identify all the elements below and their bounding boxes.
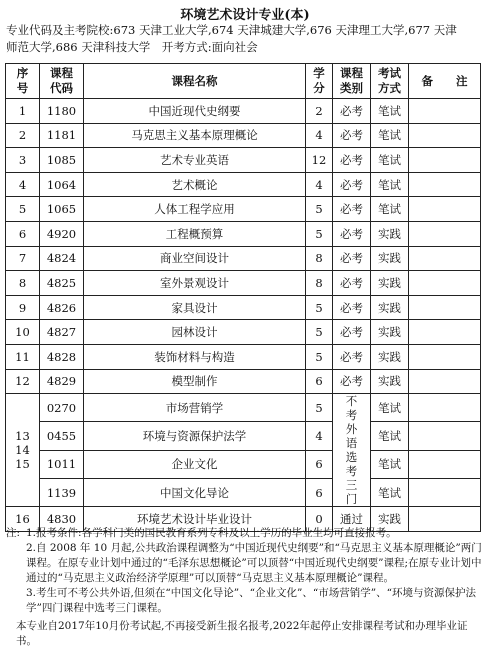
table-row bbox=[6, 99, 481, 124]
cell-remark bbox=[409, 394, 481, 422]
cell-name: 艺术专业英语 bbox=[84, 148, 306, 173]
cell-exam: 笔试 bbox=[371, 422, 409, 450]
cell-code: 4825 bbox=[40, 271, 84, 296]
cell-category: 必考 bbox=[333, 221, 371, 246]
header-remark: 备 注 bbox=[409, 64, 481, 99]
cell-code: 4826 bbox=[40, 295, 84, 320]
cell-code: 1011 bbox=[40, 450, 84, 478]
cell-code: 1085 bbox=[40, 148, 84, 173]
meta-line-2: 师范大学,686 天津科技大学 开考方式:面向社会 bbox=[6, 40, 258, 54]
cell-code: 0270 bbox=[40, 394, 84, 422]
cell-remark bbox=[409, 320, 481, 345]
cell-remark bbox=[409, 148, 481, 173]
cell-credit: 4 bbox=[306, 123, 333, 148]
cell-code: 1181 bbox=[40, 123, 84, 148]
header-name: 课程名称 bbox=[84, 64, 306, 99]
cell-exam: 实践 bbox=[371, 271, 409, 296]
cell-name: 环境艺术设计毕业设计 bbox=[84, 507, 306, 532]
cell-name: 装饰材料与构造 bbox=[84, 344, 306, 369]
table-row bbox=[6, 320, 481, 345]
cell-seq: 10 bbox=[6, 320, 40, 345]
cell-code: 0455 bbox=[40, 422, 84, 450]
table-row bbox=[6, 369, 481, 394]
table-row bbox=[6, 295, 481, 320]
cell-exam: 实践 bbox=[371, 295, 409, 320]
cell-credit: 2 bbox=[306, 99, 333, 124]
cell-credit: 4 bbox=[306, 172, 333, 197]
cell-exam: 实践 bbox=[371, 369, 409, 394]
cell-credit: 4 bbox=[306, 422, 333, 450]
cell-category: 必考 bbox=[333, 344, 371, 369]
cell-category: 必考 bbox=[333, 246, 371, 271]
cell-exam: 笔试 bbox=[371, 394, 409, 422]
cell-exam: 实践 bbox=[371, 320, 409, 345]
cell-name: 市场营销学 bbox=[84, 394, 306, 422]
cell-code: 4824 bbox=[40, 246, 84, 271]
cell-name: 园林设计 bbox=[84, 320, 306, 345]
header-code: 课程 代码 bbox=[40, 64, 84, 99]
table-header-row bbox=[6, 64, 481, 99]
table-row bbox=[6, 450, 481, 478]
table-row bbox=[6, 478, 481, 506]
cell-code: 4920 bbox=[40, 221, 84, 246]
cell-name: 商业空间设计 bbox=[84, 246, 306, 271]
cell-remark bbox=[409, 246, 481, 271]
cell-seq-group bbox=[6, 394, 40, 507]
program-meta bbox=[6, 22, 486, 56]
group-seq-line: 15 bbox=[15, 457, 30, 472]
cell-code: 4828 bbox=[40, 344, 84, 369]
cell-name: 人体工程学应用 bbox=[84, 197, 306, 222]
note-text: 考生可不考公共外语,但须在“中国文化导论”、“企业文化”、“市场营销学”、“环境与资源保护法学”四门课程中选考三门课程。 bbox=[26, 587, 476, 614]
cell-credit: 8 bbox=[306, 271, 333, 296]
cell-credit: 8 bbox=[306, 246, 333, 271]
cell-exam: 笔试 bbox=[371, 478, 409, 506]
cell-credit: 5 bbox=[306, 197, 333, 222]
cell-name: 工程概预算 bbox=[84, 221, 306, 246]
cell-credit: 6 bbox=[306, 478, 333, 506]
cell-remark bbox=[409, 478, 481, 506]
cell-credit: 6 bbox=[306, 369, 333, 394]
cell-remark bbox=[409, 369, 481, 394]
table-row bbox=[6, 123, 481, 148]
course-table bbox=[5, 63, 481, 532]
cell-name: 马克思主义基本原理概论 bbox=[84, 123, 306, 148]
group-seq-line: 14 bbox=[15, 443, 30, 458]
cell-credit: 5 bbox=[306, 221, 333, 246]
cell-category: 必考 bbox=[333, 197, 371, 222]
cell-code: 1065 bbox=[40, 197, 84, 222]
cell-seq: 9 bbox=[6, 295, 40, 320]
cell-exam: 笔试 bbox=[371, 99, 409, 124]
cell-seq: 6 bbox=[6, 221, 40, 246]
cell-exam: 笔试 bbox=[371, 172, 409, 197]
cell-name: 中国文化导论 bbox=[84, 478, 306, 506]
cell-category: 通过 bbox=[333, 507, 371, 532]
table-row bbox=[6, 344, 481, 369]
cell-credit: 12 bbox=[306, 148, 333, 173]
cell-category: 必考 bbox=[333, 369, 371, 394]
cell-category: 必考 bbox=[333, 320, 371, 345]
cell-remark bbox=[409, 172, 481, 197]
cell-credit: 5 bbox=[306, 320, 333, 345]
cell-remark bbox=[409, 99, 481, 124]
table-row bbox=[6, 148, 481, 173]
cell-name: 家具设计 bbox=[84, 295, 306, 320]
cell-exam: 笔试 bbox=[371, 450, 409, 478]
cell-category: 必考 bbox=[333, 99, 371, 124]
table-row bbox=[6, 394, 481, 422]
cell-exam: 实践 bbox=[371, 344, 409, 369]
header-seq: 序 号 bbox=[6, 64, 40, 99]
cell-seq: 2 bbox=[6, 123, 40, 148]
cell-category-group bbox=[333, 394, 371, 507]
notes bbox=[6, 526, 488, 616]
note-item bbox=[6, 541, 488, 586]
cell-remark bbox=[409, 295, 481, 320]
cell-remark bbox=[409, 450, 481, 478]
table-row bbox=[6, 197, 481, 222]
cell-seq: 11 bbox=[6, 344, 40, 369]
cell-remark bbox=[409, 197, 481, 222]
table-row bbox=[6, 172, 481, 197]
cell-code: 4827 bbox=[40, 320, 84, 345]
note-item bbox=[6, 586, 488, 616]
cell-name: 模型制作 bbox=[84, 369, 306, 394]
note-number: 1. bbox=[26, 527, 37, 539]
cell-remark bbox=[409, 344, 481, 369]
cell-category: 必考 bbox=[333, 172, 371, 197]
cell-remark bbox=[409, 422, 481, 450]
cell-seq: 12 bbox=[6, 369, 40, 394]
note-prefix: 注: bbox=[6, 527, 21, 539]
table-row bbox=[6, 221, 481, 246]
cell-exam: 笔试 bbox=[371, 148, 409, 173]
cell-code: 4829 bbox=[40, 369, 84, 394]
note-number: 2. bbox=[26, 542, 37, 554]
cell-exam: 实践 bbox=[371, 221, 409, 246]
note-item bbox=[6, 526, 488, 541]
table-row bbox=[6, 246, 481, 271]
cell-exam: 实践 bbox=[371, 246, 409, 271]
cell-name: 企业文化 bbox=[84, 450, 306, 478]
cell-exam: 笔试 bbox=[371, 123, 409, 148]
note-text: 报考条件:各学科门类的国民教育系列专科及以上学历的毕业生均可直接报考。 bbox=[36, 527, 397, 539]
cell-name: 室外景观设计 bbox=[84, 271, 306, 296]
header-category: 课程 类别 bbox=[333, 64, 371, 99]
cell-seq: 5 bbox=[6, 197, 40, 222]
group-category-text: 不考外语选考三门 bbox=[345, 394, 358, 507]
cell-category: 必考 bbox=[333, 148, 371, 173]
cell-code: 4830 bbox=[40, 507, 84, 532]
cell-code: 1064 bbox=[40, 172, 84, 197]
cell-name: 环境与资源保护法学 bbox=[84, 422, 306, 450]
cell-exam: 实践 bbox=[371, 507, 409, 532]
cell-seq: 8 bbox=[6, 271, 40, 296]
meta-line-1: 专业代码及主考院校:673 天津工业大学,674 天津城建大学,676 天津理工大学,677 天津 bbox=[6, 23, 457, 37]
cell-credit: 5 bbox=[306, 344, 333, 369]
cell-seq: 1 bbox=[6, 99, 40, 124]
table-row bbox=[6, 422, 481, 450]
cell-seq: 16 bbox=[6, 507, 40, 532]
cell-remark bbox=[409, 271, 481, 296]
cell-credit: 5 bbox=[306, 295, 333, 320]
cell-code: 1180 bbox=[40, 99, 84, 124]
cell-credit: 0 bbox=[306, 507, 333, 532]
cell-code: 1139 bbox=[40, 478, 84, 506]
cell-category: 必考 bbox=[333, 123, 371, 148]
cell-remark bbox=[409, 221, 481, 246]
cell-category: 必考 bbox=[333, 271, 371, 296]
cell-remark bbox=[409, 123, 481, 148]
header-credit: 学 分 bbox=[306, 64, 333, 99]
table-row bbox=[6, 271, 481, 296]
group-seq-line: 13 bbox=[15, 429, 30, 444]
header-exam: 考试 方式 bbox=[371, 64, 409, 99]
footer-note: 本专业自2017年10月份考试起,不再接受新生报名报考,2022年起停止安排课程考试和办理毕业证书。 bbox=[16, 620, 468, 647]
cell-name: 艺术概论 bbox=[84, 172, 306, 197]
cell-name: 中国近现代史纲要 bbox=[84, 99, 306, 124]
cell-seq: 4 bbox=[6, 172, 40, 197]
note-text: 自 2008 年 10 月起,公共政治课程调整为“中国近现代史纲要”和“马克思主义基本原理概论”两门课程。在原专业计划中通过的“毛泽东思想概论”可以顶替“中国近现代史纲要”课程;在原专业计划中通过的“马克思主义政治经济学原理”可以顶替“马克思主义基本原理概论”课程。 bbox=[26, 542, 482, 584]
cell-credit: 5 bbox=[306, 394, 333, 422]
cell-exam: 笔试 bbox=[371, 197, 409, 222]
cell-seq: 3 bbox=[6, 148, 40, 173]
note-number: 3. bbox=[26, 587, 37, 599]
page-title: 环境艺术设计专业(本) bbox=[180, 8, 310, 23]
cell-credit: 6 bbox=[306, 450, 333, 478]
cell-seq: 7 bbox=[6, 246, 40, 271]
cell-category: 必考 bbox=[333, 295, 371, 320]
